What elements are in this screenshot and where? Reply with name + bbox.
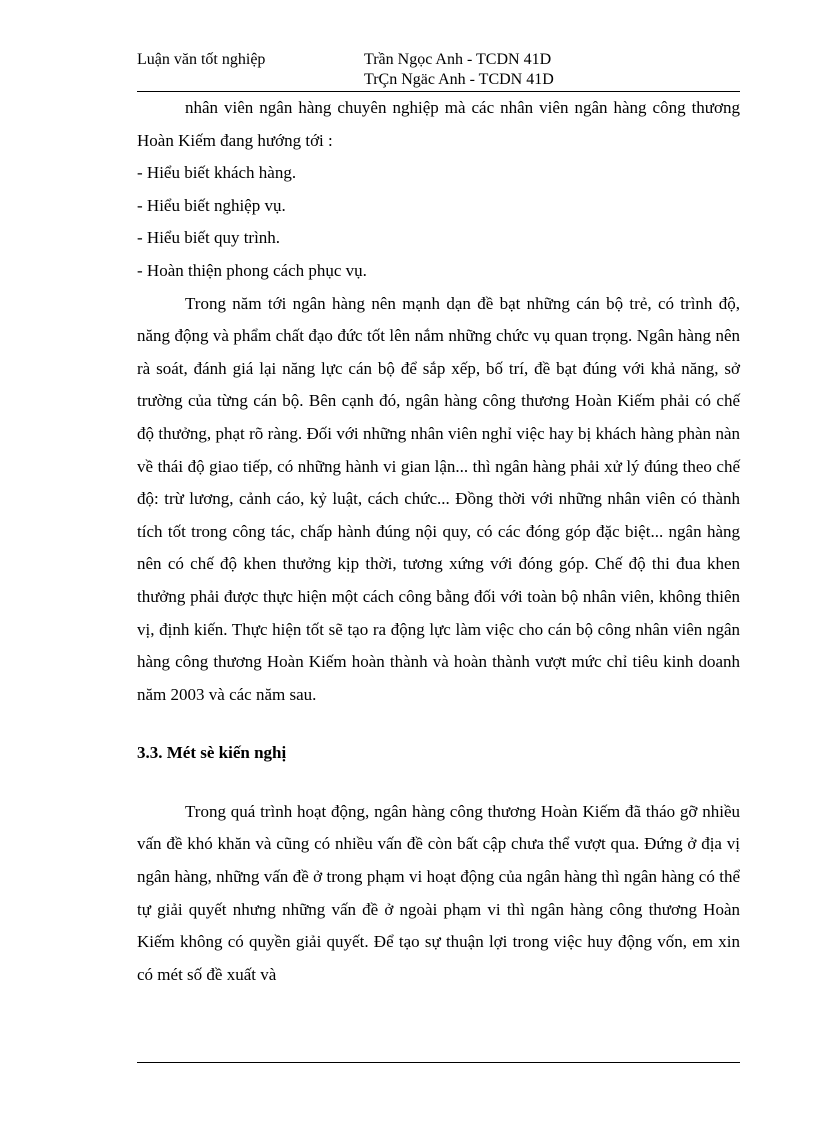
bullet-item: - Hiểu biết nghiệp vụ. [137, 195, 286, 215]
header-author-garbled: TrÇn Ngäc Anh - TCDN 41D [364, 71, 554, 88]
paragraph-staff-policy: Trong năm tới ngân hàng nên mạnh dạn đề bạt những cán bộ trẻ, có trình độ, năng động và phẩm chất đạo đức tốt lên nắm những chức vụ quan trọng. Ngân hàng nên rà soát, đánh giá lại năng lực cán bộ để sắp xếp, bố trí, đề bạt đúng với khả năng, sở trường của từng cán bộ. Bên cạnh đó, ngân hàng công thương Hoàn Kiếm phải có chế độ thưởng, phạt rõ ràng. Đối với những nhân viên nghỉ việc hay bị khách hàng phàn nàn về thái độ giao tiếp, có những hành vi gian lận... thì ngân hàng phải xử lý đúng theo chế độ: trừ lương, cảnh cáo, kỷ luật, cách chức... Đồng thời với những nhân viên có thành tích tốt trong công tác, chấp hành đúng nội quy, có các đóng góp đặc biệt... ngân hàng nên có chế độ khen thưởng kịp thời, tương xứng với đóng góp. Chế độ thi đua khen thưởng phải được thực hiện một cách công bằng đối với toàn bộ nhân viên, không thiên vị, định kiến. Thực hiện tốt sẽ tạo ra động lực làm việc cho cán bộ công nhân viên ngân hàng công thương Hoàn Kiếm hoàn thành và hoàn thành vượt mức chỉ tiêu kinh doanh năm 2003 và các năm sau. [137, 293, 740, 704]
page-header [137, 50, 740, 92]
bullet-item: - Hiểu biết khách hàng. [137, 163, 297, 183]
header-author: Trần Ngọc Anh - TCDN 41D [364, 51, 552, 68]
paragraph-recommendations: Trong quá trình hoạt động, ngân hàng công thương Hoàn Kiếm đã tháo gỡ nhiều vấn đề khó khăn và cũng có nhiều vấn đề còn bất cập chưa thể vượt qua. Đứng ở địa vị ngân hàng, những vấn đề ở trong phạm vi hoạt động của ngân hàng thì ngân hàng có thể tự giải quyết nhưng những vấn đề ở ngoài phạm vi thì ngân hàng công thương Hoàn Kiếm không có quyền giải quyết. Để tạo sự thuận lợi trong việc huy động vốn, em xin có mét số đề xuất và [137, 801, 740, 984]
section-heading: 3.3. Mét sè kiến nghị [137, 743, 287, 763]
paragraph-continued: nhân viên ngân hàng chuyên nghiệp mà các nhân viên ngân hàng công thương Hoàn Kiếm đang hướng tới : [137, 98, 740, 150]
document-body [137, 92, 740, 991]
footer-divider [137, 1062, 740, 1063]
header-document-type: Luận văn tốt nghiệp [137, 51, 266, 68]
bullet-item: - Hiểu biết quy trình. [137, 228, 281, 248]
bullet-item: - Hoàn thiện phong cách phục vụ. [137, 260, 367, 280]
